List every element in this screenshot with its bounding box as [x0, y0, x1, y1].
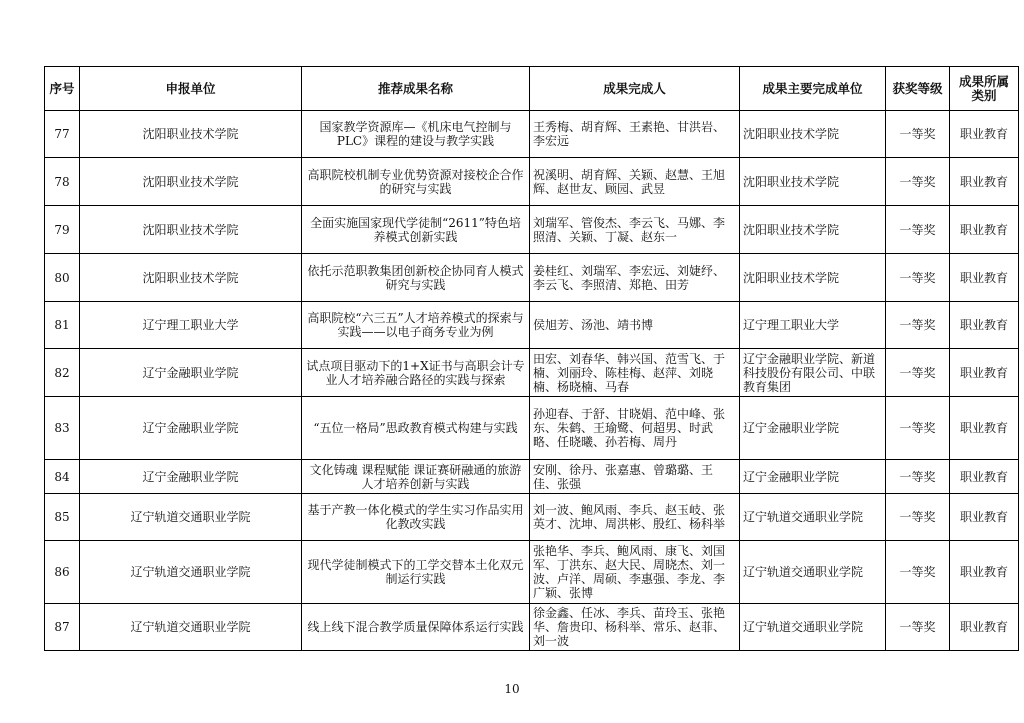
achievement-name-cell: 现代学徒制模式下的工学交替本土化双元制运行实践	[302, 541, 530, 604]
main-unit-cell: 辽宁金融职业学院	[740, 397, 886, 460]
table-row	[45, 254, 1019, 302]
main-unit-cell: 沈阳职业技术学院	[740, 158, 886, 206]
contributors-cell: 孙迎春、于舒、甘晓娟、范中峰、张东、朱鹤、王瑜鹭、何超男、时武略、任晓曦、孙若梅、周丹	[530, 397, 740, 460]
header-category: 成果所属类别	[950, 67, 1019, 111]
contributors-cell: 侯旭芳、汤池、靖书博	[530, 302, 740, 349]
main-unit-cell: 辽宁轨道交通职业学院	[740, 541, 886, 604]
award-level-cell: 一等奖	[886, 397, 950, 460]
category-cell: 职业教育	[950, 460, 1019, 494]
main-unit-cell: 辽宁轨道交通职业学院	[740, 494, 886, 541]
achievement-name-cell: 基于产教一体化模式的学生实习作品实用化教改实践	[302, 494, 530, 541]
table-row	[45, 158, 1019, 206]
main-unit-cell: 辽宁理工职业大学	[740, 302, 886, 349]
table-header-row	[45, 67, 1019, 111]
applicant-unit-cell: 辽宁轨道交通职业学院	[80, 541, 302, 604]
award-level-cell: 一等奖	[886, 254, 950, 302]
award-level-cell: 一等奖	[886, 302, 950, 349]
serial-number-cell: 82	[45, 349, 80, 397]
header-main-unit: 成果主要完成单位	[740, 67, 886, 111]
category-cell: 职业教育	[950, 206, 1019, 254]
table-row	[45, 206, 1019, 254]
main-unit-cell: 辽宁金融职业学院、新道科技股份有限公司、中联教育集团	[740, 349, 886, 397]
applicant-unit-cell: 辽宁轨道交通职业学院	[80, 604, 302, 651]
header-serial-number: 序号	[45, 67, 80, 111]
category-cell: 职业教育	[950, 349, 1019, 397]
applicant-unit-cell: 沈阳职业技术学院	[80, 111, 302, 158]
achievement-name-cell: 国家教学资源库—《机床电气控制与PLC》课程的建设与教学实践	[302, 111, 530, 158]
contributors-cell: 徐金鑫、任冰、李兵、苗玲玉、张艳华、詹贵印、杨科举、常乐、赵菲、刘一波	[530, 604, 740, 651]
awards-table	[44, 66, 1019, 651]
main-unit-cell: 沈阳职业技术学院	[740, 254, 886, 302]
table-row	[45, 460, 1019, 494]
table-row	[45, 604, 1019, 651]
applicant-unit-cell: 辽宁金融职业学院	[80, 349, 302, 397]
applicant-unit-cell: 辽宁金融职业学院	[80, 397, 302, 460]
serial-number-cell: 87	[45, 604, 80, 651]
category-cell: 职业教育	[950, 111, 1019, 158]
award-level-cell: 一等奖	[886, 460, 950, 494]
applicant-unit-cell: 沈阳职业技术学院	[80, 206, 302, 254]
contributors-cell: 安刚、徐丹、张嘉惠、曾璐璐、王佳、张强	[530, 460, 740, 494]
category-cell: 职业教育	[950, 158, 1019, 206]
serial-number-cell: 83	[45, 397, 80, 460]
table-row	[45, 349, 1019, 397]
applicant-unit-cell: 辽宁轨道交通职业学院	[80, 494, 302, 541]
category-cell: 职业教育	[950, 254, 1019, 302]
category-cell: 职业教育	[950, 604, 1019, 651]
category-cell: 职业教育	[950, 397, 1019, 460]
applicant-unit-cell: 沈阳职业技术学院	[80, 158, 302, 206]
award-level-cell: 一等奖	[886, 604, 950, 651]
header-contributors: 成果完成人	[530, 67, 740, 111]
main-unit-cell: 辽宁轨道交通职业学院	[740, 604, 886, 651]
award-level-cell: 一等奖	[886, 494, 950, 541]
contributors-cell: 刘一波、鲍风雨、李兵、赵玉岐、张英才、沈坤、周洪彬、殷红、杨科举	[530, 494, 740, 541]
contributors-cell: 刘瑞军、管俊杰、李云飞、马娜、李照清、关颖、丁凝、赵东一	[530, 206, 740, 254]
achievement-name-cell: 依托示范职教集团创新校企协同育人模式研究与实践	[302, 254, 530, 302]
table-row	[45, 111, 1019, 158]
serial-number-cell: 85	[45, 494, 80, 541]
contributors-cell: 田宏、刘春华、韩兴国、范雪飞、于楠、刘丽玲、陈桂梅、赵萍、刘晓楠、杨晓楠、马春	[530, 349, 740, 397]
achievement-name-cell: 高职院校“六三五”人才培养模式的探索与实践——以电子商务专业为例	[302, 302, 530, 349]
achievement-name-cell: “五位一格局”思政教育模式构建与实践	[302, 397, 530, 460]
achievement-name-cell: 高职院校机制专业优势资源对接校企合作的研究与实践	[302, 158, 530, 206]
award-level-cell: 一等奖	[886, 206, 950, 254]
award-level-cell: 一等奖	[886, 541, 950, 604]
contributors-cell: 姜桂红、刘瑞军、李宏远、刘婕纾、李云飞、李照清、郑艳、田芳	[530, 254, 740, 302]
serial-number-cell: 84	[45, 460, 80, 494]
header-award-level: 获奖等级	[886, 67, 950, 111]
contributors-cell: 祝溪明、胡育辉、关颖、赵慧、王旭辉、赵世友、顾园、武昱	[530, 158, 740, 206]
award-level-cell: 一等奖	[886, 349, 950, 397]
main-unit-cell: 辽宁金融职业学院	[740, 460, 886, 494]
main-unit-cell: 沈阳职业技术学院	[740, 206, 886, 254]
serial-number-cell: 77	[45, 111, 80, 158]
applicant-unit-cell: 辽宁理工职业大学	[80, 302, 302, 349]
table-row	[45, 397, 1019, 460]
table-row	[45, 494, 1019, 541]
category-cell: 职业教育	[950, 494, 1019, 541]
table-row	[45, 541, 1019, 604]
achievement-name-cell: 文化铸魂 课程赋能 课证赛研融通的旅游人才培养创新与实践	[302, 460, 530, 494]
achievement-name-cell: 试点项目驱动下的1+X证书与高职会计专业人才培养融合路径的实践与探索	[302, 349, 530, 397]
page-number: 10	[504, 682, 520, 696]
contributors-cell: 张艳华、李兵、鲍风雨、康飞、刘国军、丁洪东、赵大民、周晓杰、刘一波、卢洋、周硕、李惠强、李龙、李广颖、张博	[530, 541, 740, 604]
serial-number-cell: 86	[45, 541, 80, 604]
achievement-name-cell: 线上线下混合教学质量保障体系运行实践	[302, 604, 530, 651]
serial-number-cell: 78	[45, 158, 80, 206]
header-applicant-unit: 申报单位	[80, 67, 302, 111]
serial-number-cell: 81	[45, 302, 80, 349]
achievement-name-cell: 全面实施国家现代学徒制“2611”特色培养模式创新实践	[302, 206, 530, 254]
serial-number-cell: 80	[45, 254, 80, 302]
main-unit-cell: 沈阳职业技术学院	[740, 111, 886, 158]
header-achievement-name: 推荐成果名称	[302, 67, 530, 111]
contributors-cell: 王秀梅、胡育辉、王素艳、甘洪岩、李宏远	[530, 111, 740, 158]
category-cell: 职业教育	[950, 302, 1019, 349]
serial-number-cell: 79	[45, 206, 80, 254]
table-body	[45, 111, 1019, 651]
category-cell: 职业教育	[950, 541, 1019, 604]
award-level-cell: 一等奖	[886, 158, 950, 206]
award-level-cell: 一等奖	[886, 111, 950, 158]
table-row	[45, 302, 1019, 349]
applicant-unit-cell: 沈阳职业技术学院	[80, 254, 302, 302]
applicant-unit-cell: 辽宁金融职业学院	[80, 460, 302, 494]
